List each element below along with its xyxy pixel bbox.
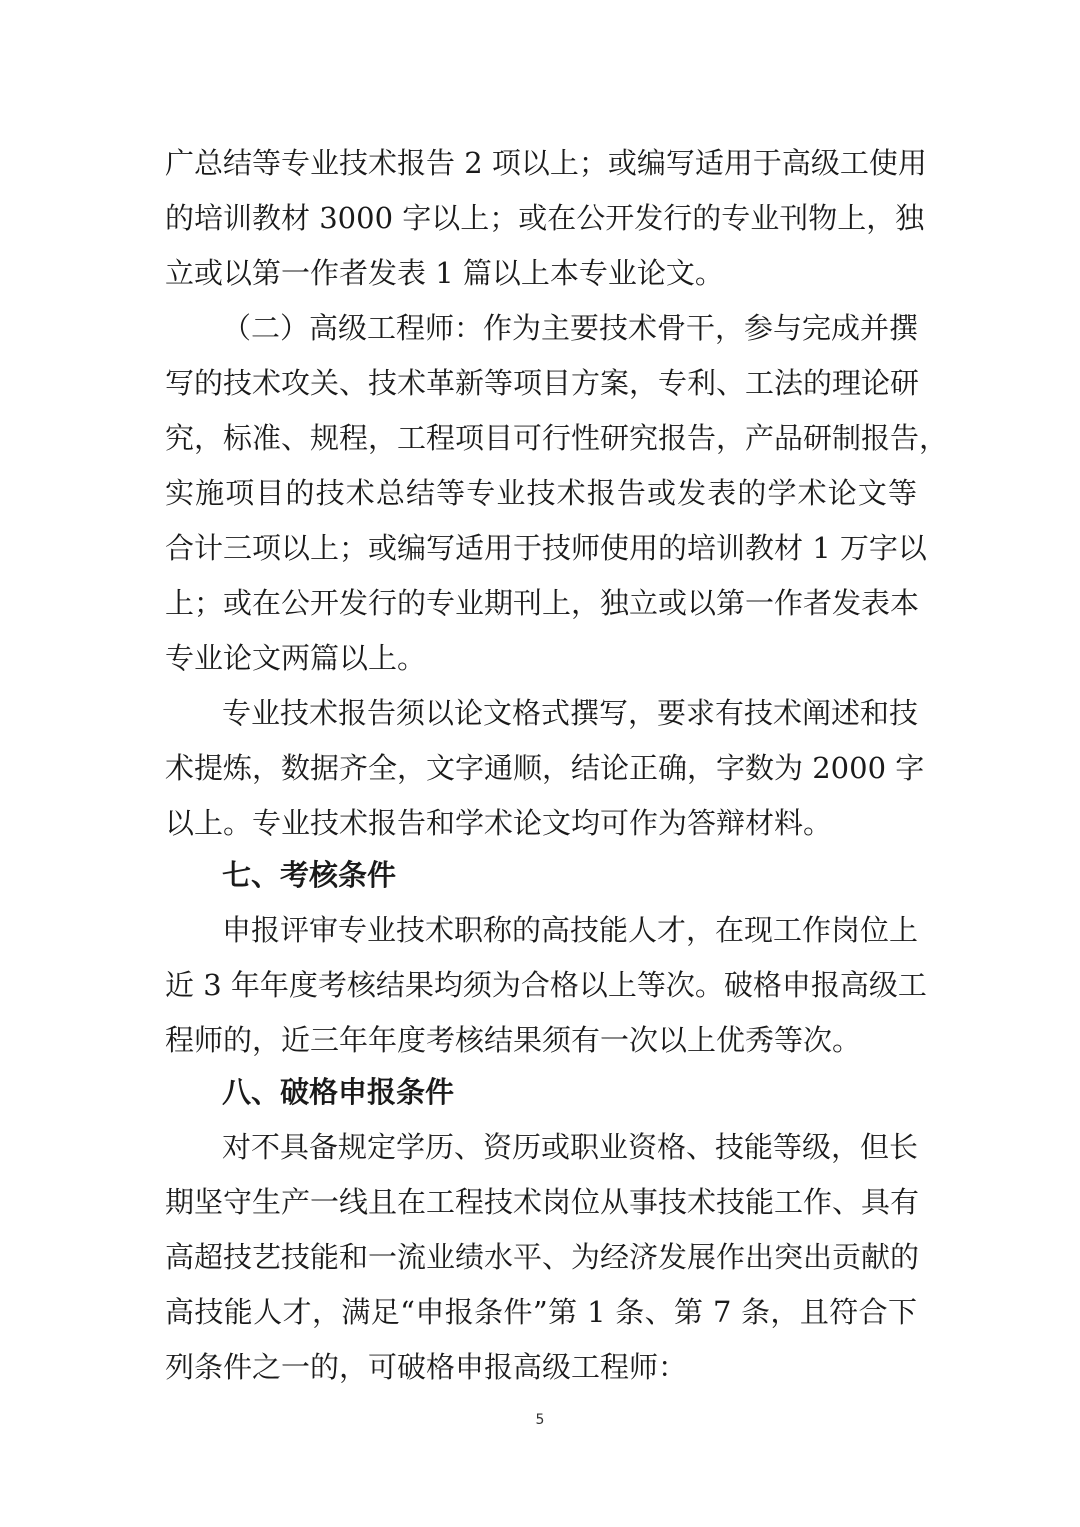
- text-line: 程师的，近三年年度考核结果须有一次以上优秀等次。: [165, 1023, 862, 1057]
- text-line: 高技能人才，满足“申报条件”第 1 条、第 7 条，且符合下: [165, 1295, 917, 1329]
- text-line: 对不具备规定学历、资历或职业资格、技能等级，但长: [222, 1130, 919, 1164]
- text-line: 近 3 年年度考核结果均须为合格以上等次。破格申报高级工: [165, 968, 927, 1002]
- text-line: 申报评审专业技术职称的高技能人才，在现工作岗位上: [222, 913, 919, 947]
- text-line: 合计三项以上；或编写适用于技师使用的培训教材 1 万字以: [165, 531, 927, 565]
- text-line: 上；或在公开发行的专业期刊上，独立或以第一作者发表本: [165, 586, 920, 620]
- text-line: 期坚守生产一线且在工程技术岗位从事技术技能工作、具有: [165, 1185, 920, 1219]
- text-line: 实施项目的技术总结等专业技术报告或发表的学术论文等: [165, 476, 917, 510]
- text-line: （二）高级工程师：作为主要技术骨干，参与完成并撰: [222, 311, 919, 345]
- section-heading: 七、考核条件: [222, 858, 397, 892]
- text-line: 专业论文两篇以上。: [165, 641, 427, 675]
- text-line: 专业技术报告须以论文格式撰写，要求有技术阐述和技: [222, 696, 919, 730]
- page-number: 5: [535, 1412, 545, 1428]
- section-heading: 八、破格申报条件: [222, 1075, 455, 1109]
- text-line: 术提炼，数据齐全，文字通顺，结论正确，字数为 2000 字: [165, 751, 925, 785]
- text-line: 以上。专业技术报告和学术论文均可作为答辩材料。: [165, 806, 833, 840]
- text-line: 广总结等专业技术报告 2 项以上；或编写适用于高级工使用: [165, 146, 927, 180]
- text-line: 列条件之一的，可破格申报高级工程师：: [165, 1350, 688, 1384]
- text-line: 写的技术攻关、技术革新等项目方案，专利、工法的理论研: [165, 366, 920, 400]
- text-line: 究，标准、规程，工程项目可行性研究报告，产品研制报告，: [165, 421, 949, 455]
- text-line: 的培训教材 3000 字以上；或在公开发行的专业刊物上，独: [165, 201, 925, 235]
- text-line: 高超技艺技能和一流业绩水平、为经济发展作出突出贡献的: [165, 1240, 920, 1274]
- text-line: 立或以第一作者发表 1 篇以上本专业论文。: [165, 256, 724, 290]
